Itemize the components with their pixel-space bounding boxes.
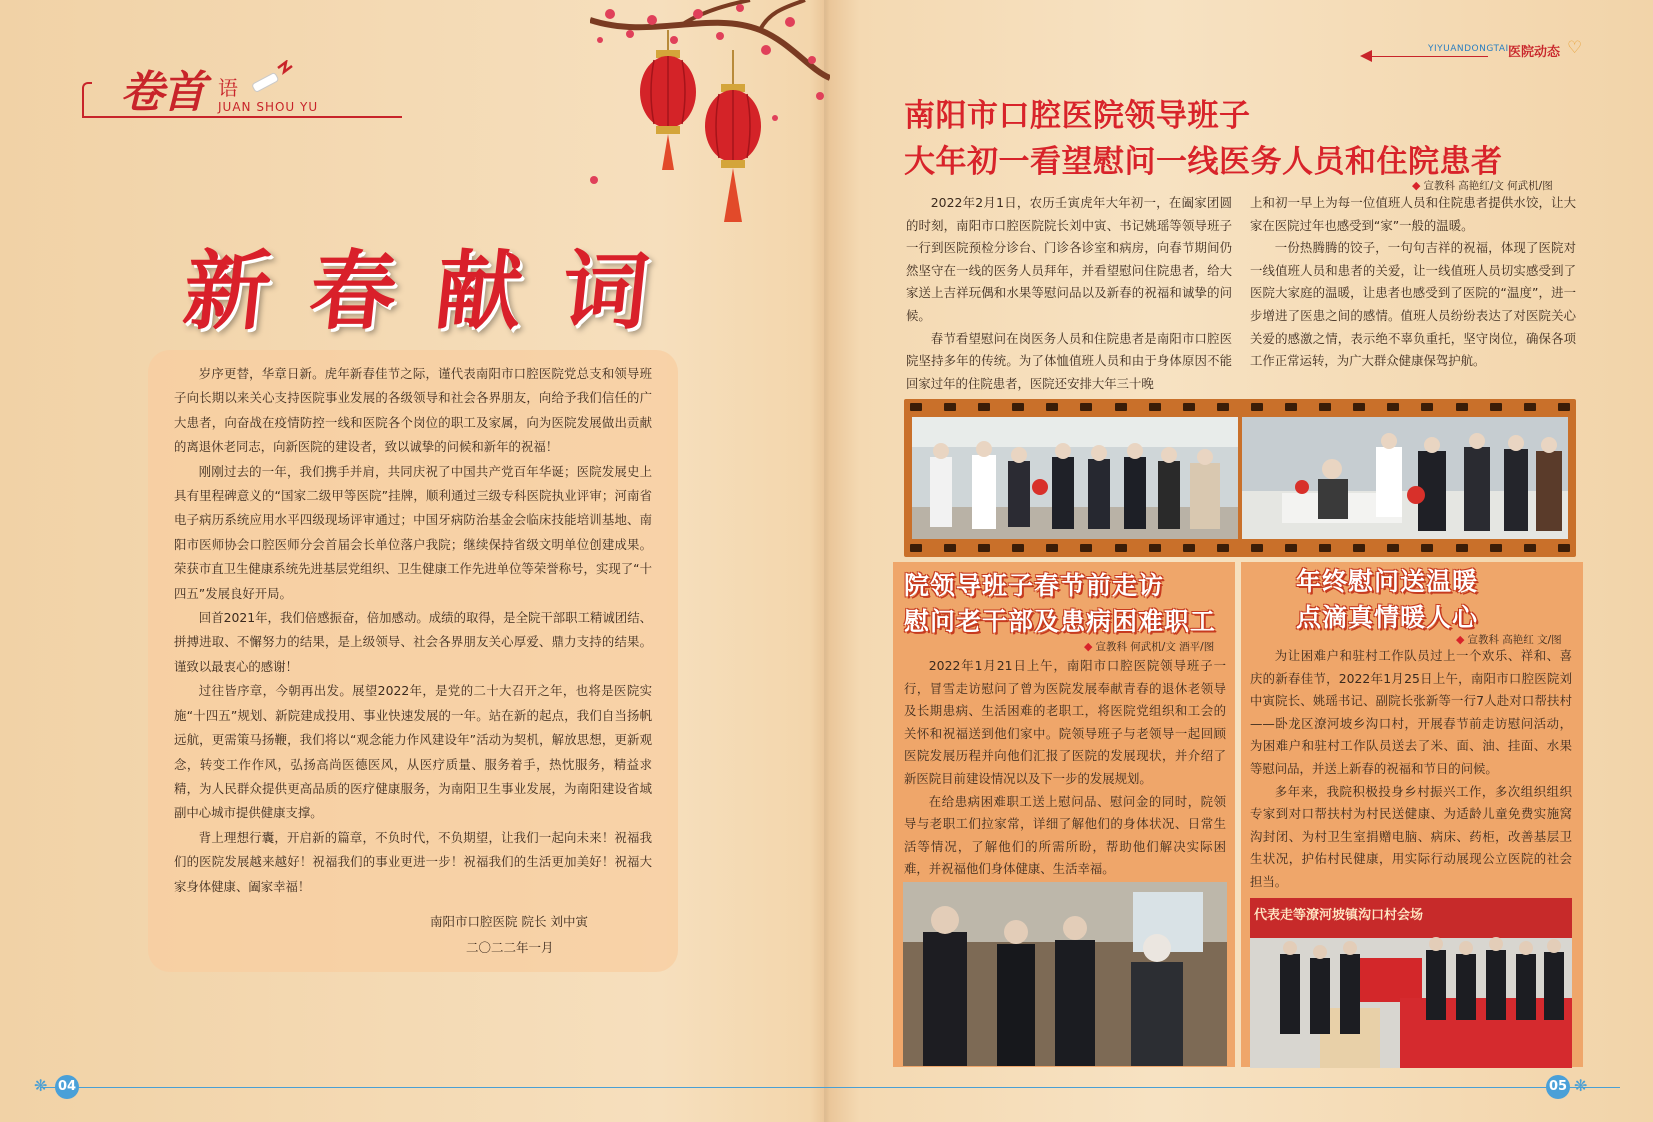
letter-paragraph: 回首2021年，我们倍感振奋，倍加感动。成绩的取得，是全院干部职工精诚团结、拼搏进取、不懈努力的结果，是上级领导、社会各界朋友关心厚爱、鼎力支持的结果。谨致以最衷心的感谢！ — [174, 610, 652, 674]
letter-paragraph: 刚刚过去的一年，我们携手并肩，共同庆祝了中国共产党百年华诞；医院发展史上具有里程碑意义的“国家二级甲等医院”挂牌，顺利通过三级专科医院执业评审；河南省电子病历系统应用水平四级现场评审通过；中国牙病防治基金会临床技能培训基地、南阳市医师协会口腔医师分会首届会长单位落户我院；继续保持省级文明单位创建成果。荣获市直卫生健康系统先进基层党组织、卫生健康工作先进单位等荣誉称号，实现了“十四五”发展良好开局。 — [174, 463, 652, 601]
diamond-icon: ◆ — [1412, 179, 1421, 192]
article2-paragraph: 2022年1月21日上午，南阳市口腔医院领导班子一行，冒雪走访慰问了曾为医院发展奉献青春的退休老领导及长期患病、生活困难的老职工，将医院党组织和工会的关怀和祝福送到他们家中。院领导班子与老领导一起回顾医院发展历程并向他们汇报了医院的发展现状，并介绍了新医院目前建设情况以及下一步的发展规划。 — [904, 658, 1226, 786]
header-section-name: 医院动态 — [1508, 45, 1561, 60]
article2-title-line1: 院领导班子春节前走访 — [904, 571, 1165, 600]
section-pinyin: JUAN SHOU YU — [218, 100, 319, 114]
letter-paragraph: 过往皆序章，今朝再出发。展望2022年，是党的二十大召开之年，也将是医院实施“十四五”规划、新院建成投用、事业快速发展的一年。站在新的起点，我们自当扬帆远航，更需策马扬鞭，我们将以“观念能力作风建设年”活动为契机，解放思想，更新观念，转变工作作风，弘扬高尚医德医风，从医疗质量、服务着手，热忱服务，精益求精，为人民群众提供更高品质的医疗健康服务，为南阳卫生事业发展，为南阳建设省域副中心城市提供健康支撑。 — [174, 683, 652, 821]
letter-paragraph: 背上理想行囊，开启新的篇章，不负时代，不负期望，让我们一起向未来！祝福我们的医院发展越来越好！祝福我们的事业更进一步！祝福我们的生活更加美好！祝福大家身体健康、阖家幸福！ — [174, 829, 652, 894]
brush-icon — [248, 60, 294, 98]
article2-title-line2: 慰问老干部及患病困难职工 — [904, 607, 1217, 636]
film-holes — [910, 403, 1570, 413]
article1-byline — [1412, 178, 1553, 193]
footer-ornament-icon: ❋ — [34, 1076, 48, 1095]
article1-paragraph: 2022年2月1日，农历壬寅虎年大年初一，在阖家团圆的时刻，南阳市口腔医院院长刘中寅、书记姚瑶等领导班子一行到医院预检分诊台、门诊各诊室和病房，向春节期间仍然坚守在一线的医务人员拜年，并看望慰问住院患者，给大家送上吉祥玩偶和水果等慰问品以及新春的祝福和诚挚的问候。 — [906, 195, 1232, 323]
article1-paragraph: 一份热腾腾的饺子，一句句吉祥的祝福，体现了医院对一线值班人员和患者的关爱，让一线值班人员切实感受到了医院大家庭的温暖，让患者也感受到了医院的“温度”，进一步增进了医患之间的感情。值班人员纷纷表达了对医院关心关爱的感激之情，表示绝不辜负重托，坚守岗位，确保各项工作正常运转，为广大群众健康保驾护航。 — [1250, 240, 1576, 369]
photo-hospital-visit — [912, 417, 1238, 539]
photo-banner-text: 代表走等潦河坡镇沟口村会场 — [1254, 908, 1424, 923]
article1-byline-text: 宣教科 高艳红/文 何武机/图 — [1423, 180, 1553, 192]
article3-byline-text: 宣教科 高艳红 文/图 — [1467, 634, 1562, 646]
letter-box — [148, 350, 678, 972]
letter-body — [174, 362, 652, 899]
article3-paragraph: 为让困难户和驻村工作队员过上一个欢乐、祥和、喜庆的新春佳节，2022年1月25日上午，南阳市口腔医院刘中寅院长、姚瑶书记、副院长张新等一行7人赴对口帮扶村——卧龙区潦河坡乡沟口村，开展春节前走访慰问活动，为困难户和驻村工作队员送去了米、面、油、挂面、水果等慰问品，并送上新春的祝福和节日的问候。 — [1250, 648, 1572, 776]
film-holes — [910, 544, 1570, 554]
article2-byline-text: 宣教科 何武机/文 酒平/图 — [1095, 641, 1215, 653]
article3-title-line2: 点滴真情暖人心 — [1296, 603, 1479, 632]
heart-icon: ♡ — [1567, 38, 1583, 58]
diamond-icon: ◆ — [1456, 633, 1465, 646]
footer-line — [40, 1087, 1620, 1088]
letter-date: 二〇二二年一月 — [466, 940, 554, 955]
main-title: 新春献词 — [178, 241, 694, 342]
article1-title-line1: 南阳市口腔医院领导班子 — [904, 98, 1251, 134]
plum-branch-lanterns-decoration — [590, 0, 830, 230]
footer-ornament-icon: ❋ — [1574, 1076, 1588, 1095]
article1-title-line2: 大年初一看望慰问一线医务人员和住院患者 — [904, 144, 1503, 180]
letter-paragraph: 岁序更替，华章日新。虎年新春佳节之际，谨代表南阳市口腔医院党总支和领导班子向长期以来关心支持医院事业发展的各级领导和社会各界朋友，向给予我们信任的广大患者，向奋战在疫情防控一线和医院各个岗位的职工及家属，向为医院发展做出贡献的离退休老同志，向新医院的建设者，致以诚挚的问候和新年的祝福！ — [174, 366, 652, 455]
article1-paragraph: 上和初一早上为每一位值班人员和住院患者提供水饺，让大家在医院过年也感受到“家”一般的温暖。 — [1250, 195, 1576, 233]
photo-village-visit — [1250, 898, 1572, 1068]
article1-paragraph: 春节看望慰问在岗医务人员和住院患者是南阳市口腔医院坚持多年的传统。为了体恤值班人员和由于身体原因不能回家过年的住院患者，医院还安排大年三十晚 — [906, 330, 1232, 391]
photo-home-visit — [903, 882, 1227, 1066]
article1-column-2 — [1250, 192, 1576, 373]
header-arrow-line — [1368, 56, 1488, 57]
article3-body — [1250, 645, 1572, 894]
film-strip-photos — [904, 399, 1576, 557]
article3-title-line1: 年终慰问送温暖 — [1296, 567, 1479, 596]
letter-signature: 南阳市口腔医院 院长 刘中寅 — [430, 914, 588, 929]
photo-ward-visit — [1242, 417, 1568, 539]
header-bracket — [82, 82, 92, 118]
article2-paragraph: 在给患病困难职工送上慰问品、慰问金的同时，院领导与老职工们拉家常，详细了解他们的身体状况、日常生活等情况，了解他们的所需所盼，帮助他们解决实际困难，并祝福他们身体健康、生活幸福。 — [904, 793, 1226, 877]
section-title-small: 语 — [218, 76, 238, 100]
article2-byline — [1084, 639, 1214, 654]
page-number-left: 04 — [55, 1075, 79, 1099]
article3-paragraph: 多年来，我院积极投身乡村振兴工作，多次组织组织专家到对口帮扶村为村民送健康、为适龄儿童免费实施窝沟封闭、为村卫生室捐赠电脑、病床、药柜，改善基层卫生状况，护佑村民健康，用实际行动展现公立医院的社会担当。 — [1250, 783, 1572, 889]
header-pinyin: YIYUANDONGTAI — [1428, 44, 1509, 54]
page-number-right: 05 — [1546, 1075, 1570, 1099]
diamond-icon: ◆ — [1084, 640, 1093, 653]
article2-body — [904, 655, 1226, 881]
section-title: 卷首 — [120, 67, 204, 118]
article1-column-1 — [906, 192, 1232, 395]
